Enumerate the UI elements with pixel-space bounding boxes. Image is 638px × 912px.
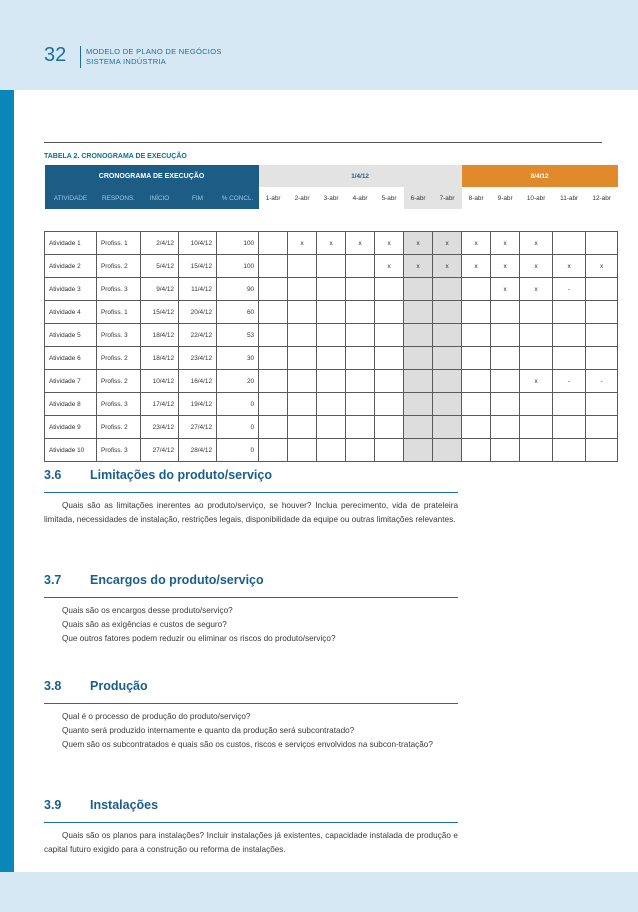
- cell-fim: 27/4/12: [179, 416, 217, 439]
- schedule-cell: [375, 324, 404, 347]
- section-title: Instalações: [90, 798, 159, 812]
- cell-concl: 20: [217, 370, 259, 393]
- column-header: FIM: [179, 187, 217, 209]
- schedule-cell: [346, 278, 375, 301]
- section-title: Produção: [90, 679, 148, 693]
- cell-respons: Profiss. 3: [97, 278, 141, 301]
- cell-atividade: Atividade 6: [45, 347, 97, 370]
- cell-fim: 19/4/12: [179, 393, 217, 416]
- schedule-cell: [259, 278, 288, 301]
- cell-atividade: Atividade 4: [45, 301, 97, 324]
- schedule-cell: [317, 255, 346, 278]
- day-header: 3-abr: [317, 187, 346, 209]
- schedule-cell: [317, 370, 346, 393]
- schedule-cell: x: [288, 232, 317, 255]
- schedule-cell: [586, 324, 618, 347]
- schedule-cell: [462, 370, 491, 393]
- cell-concl: 30: [217, 347, 259, 370]
- section-number: 3.8: [44, 679, 62, 693]
- section-title: Encargos do produto/serviço: [90, 573, 264, 587]
- cell-concl: 100: [217, 255, 259, 278]
- column-header: INÍCIO: [141, 187, 179, 209]
- schedule-cell: x: [491, 232, 520, 255]
- schedule-cell: [586, 439, 618, 462]
- header-band: [0, 0, 638, 90]
- page-number: 32: [44, 44, 67, 66]
- schedule-cell: [346, 301, 375, 324]
- schedule-cell: [433, 416, 462, 439]
- cell-atividade: Atividade 9: [45, 416, 97, 439]
- schedule-cell: [586, 278, 618, 301]
- section-line: Que outros fatores podem reduzir ou eliminar os riscos do produto/serviço?: [62, 634, 336, 643]
- schedule-cell: [433, 439, 462, 462]
- schedule-cell: [288, 301, 317, 324]
- table-row: [45, 393, 618, 416]
- schedule-cell: -: [553, 370, 586, 393]
- schedule-cell: [462, 416, 491, 439]
- schedule-cell: [317, 393, 346, 416]
- cell-respons: Profiss. 3: [97, 324, 141, 347]
- day-header: 10-abr: [520, 187, 553, 209]
- table-row: [45, 439, 618, 462]
- cell-inicio: 10/4/12: [141, 370, 179, 393]
- cell-fim: 22/4/12: [179, 324, 217, 347]
- schedule-cell: [404, 347, 433, 370]
- table-row: [45, 416, 618, 439]
- schedule-cell: [553, 301, 586, 324]
- schedule-cell: x: [520, 278, 553, 301]
- schedule-cell: [491, 301, 520, 324]
- schedule-cell: [586, 416, 618, 439]
- table-row: [45, 278, 618, 301]
- schedule-cell: [317, 301, 346, 324]
- schedule-cell: x: [375, 232, 404, 255]
- section-line: Quanto será produzido internamente e quanto da produção será subcontratado?: [62, 726, 355, 735]
- cell-respons: Profiss. 2: [97, 255, 141, 278]
- schedule-cell: x: [433, 232, 462, 255]
- table-row: [45, 370, 618, 393]
- schedule-cell: [375, 439, 404, 462]
- day-header: 9-abr: [491, 187, 520, 209]
- schedule-table: [44, 165, 618, 462]
- section-rule: [44, 822, 458, 823]
- schedule-cell: [520, 439, 553, 462]
- cell-inicio: 15/4/12: [141, 301, 179, 324]
- day-header: 7-abr: [433, 187, 462, 209]
- cell-concl: 0: [217, 393, 259, 416]
- cell-inicio: 27/4/12: [141, 439, 179, 462]
- cell-respons: Profiss. 2: [97, 347, 141, 370]
- schedule-cell: [317, 324, 346, 347]
- section-3-7: [44, 573, 458, 646]
- schedule-cell: [288, 393, 317, 416]
- cell-fim: 15/4/12: [179, 255, 217, 278]
- cell-fim: 20/4/12: [179, 301, 217, 324]
- cell-inicio: 2/4/12: [141, 232, 179, 255]
- cell-concl: 0: [217, 439, 259, 462]
- cell-concl: 90: [217, 278, 259, 301]
- schedule-cell: [433, 324, 462, 347]
- cell-atividade: Atividade 1: [45, 232, 97, 255]
- cell-fim: 11/4/12: [179, 278, 217, 301]
- schedule-cell: [462, 324, 491, 347]
- schedule-cell: [288, 347, 317, 370]
- schedule-cell: [288, 370, 317, 393]
- day-header: 2-abr: [288, 187, 317, 209]
- schedule-cell: [462, 393, 491, 416]
- day-header: 11-abr: [553, 187, 586, 209]
- schedule-cell: [346, 255, 375, 278]
- cell-respons: Profiss. 2: [97, 370, 141, 393]
- section-number: 3.9: [44, 798, 62, 812]
- cell-concl: 60: [217, 301, 259, 324]
- schedule-cell: [520, 324, 553, 347]
- section-paragraph: Quais são as limitações inerentes ao produto/serviço, se houver? Inclua perecimento, vida de prateleira limitada, necessidades de instalação, restrições legais, disponibilidade da equipe ou outras limitações relevantes.: [44, 501, 458, 524]
- schedule-cell: x: [433, 255, 462, 278]
- schedule-cell: [586, 301, 618, 324]
- cell-concl: 0: [217, 416, 259, 439]
- cell-fim: 28/4/12: [179, 439, 217, 462]
- schedule-cell: [553, 232, 586, 255]
- schedule-cell: [553, 347, 586, 370]
- schedule-cell: [259, 255, 288, 278]
- schedule-cell: [553, 439, 586, 462]
- schedule-cell: [346, 324, 375, 347]
- cell-inicio: 5/4/12: [141, 255, 179, 278]
- running-header-line1: MODELO DE PLANO DE NEGÓCIOS: [86, 47, 222, 56]
- table-row: [45, 232, 618, 255]
- schedule-cell: [553, 393, 586, 416]
- cell-inicio: 23/4/12: [141, 416, 179, 439]
- schedule-cell: [520, 347, 553, 370]
- cell-respons: Profiss. 2: [97, 416, 141, 439]
- schedule-cell: x: [491, 255, 520, 278]
- schedule-cell: [404, 278, 433, 301]
- table-caption: TABELA 2. CRONOGRAMA DE EXECUÇÃO: [44, 153, 187, 160]
- schedule-cell: [520, 393, 553, 416]
- section-line: Quais são as exigências e custos de seguro?: [62, 620, 227, 629]
- day-header: 6-abr: [404, 187, 433, 209]
- schedule-cell: [375, 416, 404, 439]
- schedule-cell: x: [520, 370, 553, 393]
- table-top-rule: [44, 142, 602, 143]
- schedule-cell: x: [553, 255, 586, 278]
- cell-atividade: Atividade 10: [45, 439, 97, 462]
- schedule-cell: [288, 255, 317, 278]
- schedule-cell: [375, 347, 404, 370]
- section-3-9: [44, 798, 458, 857]
- group-title: CRONOGRAMA DE EXECUÇÃO: [45, 165, 259, 187]
- schedule-cell: [586, 232, 618, 255]
- section-3-6: [44, 468, 458, 527]
- section-rule: [44, 703, 458, 704]
- schedule-cell: x: [462, 232, 491, 255]
- table-header-row-2: [45, 187, 618, 209]
- cell-atividade: Atividade 2: [45, 255, 97, 278]
- week2-label: 8/4/12: [462, 165, 618, 187]
- schedule-cell: [288, 278, 317, 301]
- table-row: [45, 301, 618, 324]
- running-header-line2: SISTEMA INDÚSTRIA: [86, 57, 167, 66]
- schedule-cell: x: [520, 232, 553, 255]
- schedule-cell: [317, 278, 346, 301]
- section-line: Qual é o processo de produção do produto/serviço?: [62, 712, 251, 721]
- cell-concl: 100: [217, 232, 259, 255]
- schedule-cell: [433, 278, 462, 301]
- cell-atividade: Atividade 5: [45, 324, 97, 347]
- schedule-cell: x: [317, 232, 346, 255]
- schedule-cell: [553, 416, 586, 439]
- cell-atividade: Atividade 8: [45, 393, 97, 416]
- footer-band: [0, 872, 638, 912]
- cell-inicio: 18/4/12: [141, 347, 179, 370]
- cell-concl: 53: [217, 324, 259, 347]
- schedule-cell: [259, 439, 288, 462]
- section-number: 3.6: [44, 468, 62, 482]
- schedule-cell: [520, 301, 553, 324]
- table-row: [45, 255, 618, 278]
- schedule-cell: [375, 370, 404, 393]
- schedule-cell: [346, 439, 375, 462]
- schedule-cell: [259, 393, 288, 416]
- schedule-cell: [404, 439, 433, 462]
- table-row: [45, 347, 618, 370]
- schedule-cell: x: [404, 232, 433, 255]
- schedule-cell: x: [375, 255, 404, 278]
- cell-respons: Profiss. 1: [97, 232, 141, 255]
- schedule-cell: [433, 393, 462, 416]
- schedule-cell: [259, 416, 288, 439]
- schedule-cell: [404, 393, 433, 416]
- schedule-cell: -: [586, 370, 618, 393]
- schedule-cell: [259, 232, 288, 255]
- side-accent-bar: [0, 90, 14, 872]
- schedule-cell: x: [404, 255, 433, 278]
- running-header: [86, 47, 222, 67]
- schedule-cell: [259, 370, 288, 393]
- cell-fim: 10/4/12: [179, 232, 217, 255]
- schedule-cell: x: [520, 255, 553, 278]
- schedule-cell: [462, 439, 491, 462]
- schedule-cell: [259, 324, 288, 347]
- header-divider: [80, 46, 81, 68]
- schedule-cell: [433, 301, 462, 324]
- section-number: 3.7: [44, 573, 62, 587]
- section-line: Quais são os encargos desse produto/serviço?: [62, 606, 233, 615]
- day-header: 5-abr: [375, 187, 404, 209]
- schedule-cell: [404, 370, 433, 393]
- table-header-row-1: [45, 165, 618, 187]
- schedule-cell: -: [553, 278, 586, 301]
- schedule-cell: [288, 416, 317, 439]
- cell-inicio: 18/4/12: [141, 324, 179, 347]
- section-3-8: [44, 679, 458, 752]
- schedule-cell: [586, 347, 618, 370]
- schedule-cell: x: [491, 278, 520, 301]
- week1-label: 1/4/12: [259, 165, 462, 187]
- schedule-cell: [462, 301, 491, 324]
- schedule-cell: [346, 416, 375, 439]
- cell-fim: 16/4/12: [179, 370, 217, 393]
- cell-inicio: 17/4/12: [141, 393, 179, 416]
- schedule-cell: [259, 347, 288, 370]
- day-header: 8-abr: [462, 187, 491, 209]
- schedule-cell: [491, 393, 520, 416]
- column-header: RESPONS.: [97, 187, 141, 209]
- schedule-cell: [491, 324, 520, 347]
- table-gap: [45, 209, 618, 232]
- schedule-cell: [520, 416, 553, 439]
- schedule-cell: [288, 324, 317, 347]
- schedule-cell: x: [462, 255, 491, 278]
- schedule-cell: [375, 393, 404, 416]
- schedule-cell: x: [346, 232, 375, 255]
- section-paragraph: Quais são os planos para instalações? Incluir instalações já existentes, capacidade instalada de produção e capital futuro exigido para a construção ou reforma de instalações.: [44, 831, 458, 854]
- schedule-cell: [346, 370, 375, 393]
- schedule-cell: [586, 393, 618, 416]
- section-title: Limitações do produto/serviço: [90, 468, 272, 482]
- section-rule: [44, 597, 458, 598]
- cell-fim: 23/4/12: [179, 347, 217, 370]
- schedule-cell: [433, 347, 462, 370]
- schedule-cell: [404, 301, 433, 324]
- schedule-cell: [375, 301, 404, 324]
- day-header: 4-abr: [346, 187, 375, 209]
- column-header: ATIVIDADE: [45, 187, 97, 209]
- day-header: 12-abr: [586, 187, 618, 209]
- schedule-cell: [346, 347, 375, 370]
- schedule-cell: [346, 393, 375, 416]
- section-paragraph: Quem são os subcontratados e quais são os custos, riscos e serviços envolvidos na subcon-tratação?: [62, 740, 433, 749]
- cell-respons: Profiss. 1: [97, 301, 141, 324]
- schedule-cell: [462, 278, 491, 301]
- section-rule: [44, 492, 458, 493]
- cell-respons: Profiss. 3: [97, 439, 141, 462]
- schedule-cell: [317, 439, 346, 462]
- schedule-cell: [404, 324, 433, 347]
- table-row: [45, 324, 618, 347]
- schedule-cell: [317, 416, 346, 439]
- day-header: 1-abr: [259, 187, 288, 209]
- cell-atividade: Atividade 7: [45, 370, 97, 393]
- schedule-cell: [491, 370, 520, 393]
- schedule-cell: [491, 439, 520, 462]
- column-header: % CONCL.: [217, 187, 259, 209]
- schedule-cell: [317, 347, 346, 370]
- schedule-cell: [462, 347, 491, 370]
- schedule-cell: [433, 370, 462, 393]
- schedule-cell: [491, 416, 520, 439]
- cell-atividade: Atividade 3: [45, 278, 97, 301]
- schedule-cell: [375, 278, 404, 301]
- schedule-cell: [288, 439, 317, 462]
- cell-respons: Profiss. 3: [97, 393, 141, 416]
- schedule-cell: [259, 301, 288, 324]
- schedule-cell: [404, 416, 433, 439]
- schedule-cell: x: [586, 255, 618, 278]
- schedule-cell: [491, 347, 520, 370]
- cell-inicio: 9/4/12: [141, 278, 179, 301]
- schedule-cell: [553, 324, 586, 347]
